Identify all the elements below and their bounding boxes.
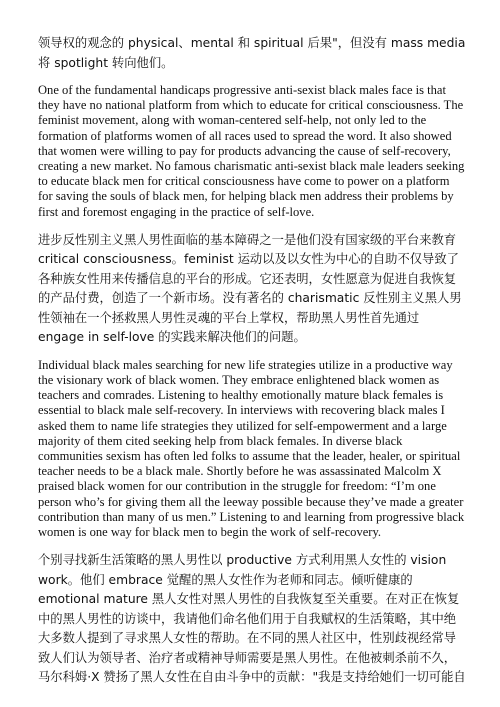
chinese-paragraph-1: 领导权的观念的 physical、mental 和 spiritual 后果"，但没有 mass media 将 spotlight 转向他们。	[38, 36, 466, 70]
chinese-paragraph-2: 进步反性别主义黑人男性面临的基本障碍之一是他们没有国家级的平台来教育 critical consciousness。feminist 运动以及以女性为中心的自助不仅导致了各种族女性用来传播信息的平台的形成。它还表明，女性愿意为促进自我恢复的产品付费，创造了一个新市场。没有著名的 charismatic 反性别主义黑人男性领袖在一个拯救黑人男性灵魂的平台上掌权，帮助黑人男性首先通过 engage in self-love 的实践来解决他们的问题。	[38, 232, 462, 345]
document-page	[38, 34, 466, 688]
chinese-paragraph-3: 个别寻找新生活策略的黑人男性以 productive 方式利用黑人女性的 vision work。他们 embrace 觉醒的黑人女性作为老师和同志。倾听健康的 emotional mature 黑人女性对黑人男性的自我恢复至关重要。在对正在恢复中的黑人男性的访谈中，我请他们命名他们用于自我赋权的生活策略，其中绝大多数人提到了寻求黑人女性的帮助。在不同的黑人社区中，性别歧视经常导致人们认为领导者、治疗者或精神导师需要是黑人男性。在他被刺杀前不久，马尔科姆·X 赞扬了黑人女性在自由斗争中的贡献："我是支持给她们一切可能自	[38, 553, 466, 685]
english-paragraph-2: Individual black males searching for new life strategies utilize in a productive way the visionary work of black women. They embrace enlightened black women as teachers and comrades. Listening to healthy emotionally mature black females is essential to black male self-recovery. In interviews with recovering black males I asked them to name life strategies they utilized for self-empowerment and a large majority of them cited seeking help from black females. In diverse black communities sexism has often led folks to assume that the leader, healer, or spiritual teacher needs to be a black male. Shortly before he was assassinated Malcolm X praised black women for our contribution in the struggle for freedom: “I’m one person who’s for giving them all the leeway possible because they’ve made a greater contribution than many of us men.” Listening to and learning from progressive black women is one way for black men to begin the work of self-recovery.	[38, 357, 465, 540]
english-paragraph-1: One of the fundamental handicaps progressive anti-sexist black males face is that they have no national platform from which to educate for critical consciousness. The feminist movement, along with woman-centered self-help, not only led to the formation of platforms women of all races used to spread the word. It also showed that women were willing to pay for products advancing the cause of self-recovery, creating a new market. No famous charismatic anti-sexist black male leaders seeking to educate black men for critical consciousness have come to power on a platform for saving the souls of black men, for helping black men address their problems by first and foremost engaging in the practice of self-love.	[38, 83, 465, 219]
